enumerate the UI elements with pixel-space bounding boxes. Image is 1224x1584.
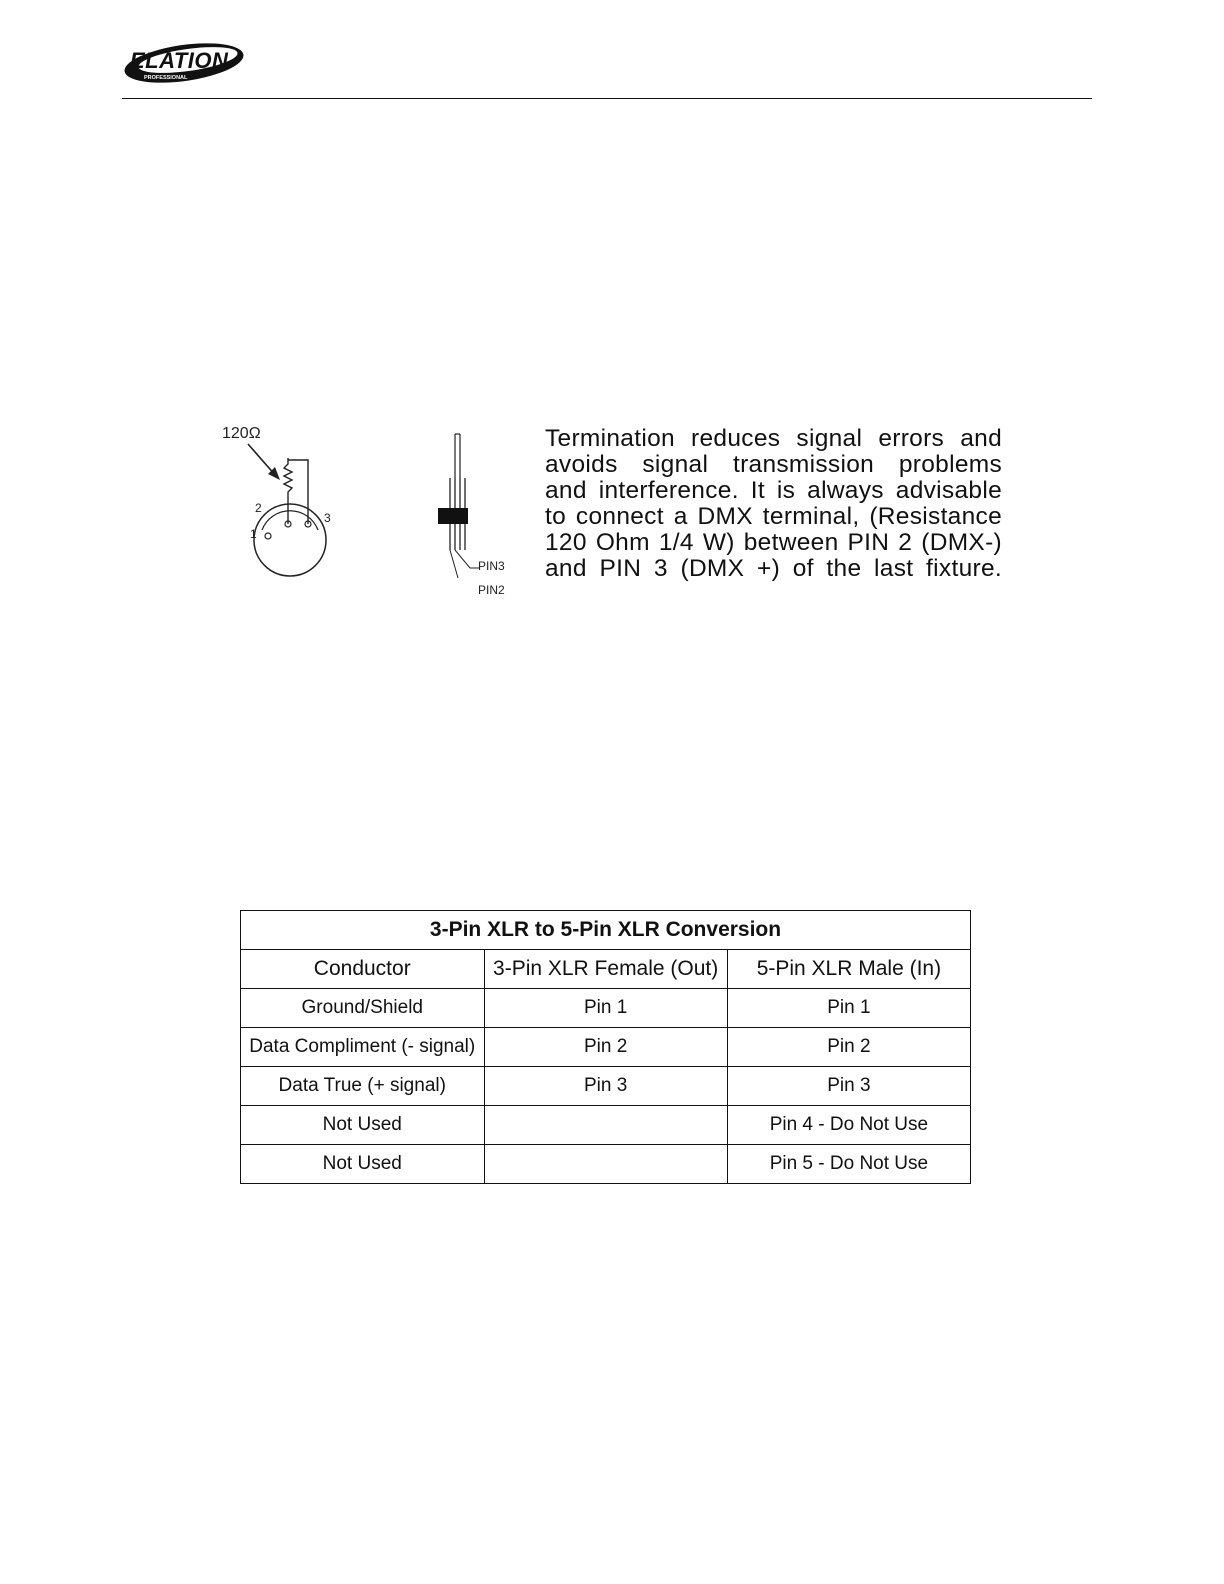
table-cell [484, 1106, 727, 1145]
logo-subtext: PROFESSIONAL [144, 75, 188, 81]
table-cell: Pin 4 - Do Not Use [727, 1106, 970, 1145]
resistor-label: 120Ω [222, 425, 261, 442]
table-cell: Pin 2 [727, 1028, 970, 1067]
xlr-connector-outline [254, 504, 326, 576]
elation-logo [122, 38, 248, 86]
termination-paragraph [545, 426, 1002, 582]
table-header-row [241, 950, 971, 989]
pin-number-2: 2 [255, 501, 262, 515]
table-cell: Pin 5 - Do Not Use [727, 1145, 970, 1184]
table-cell: Ground/Shield [241, 989, 485, 1028]
termination-diagram [218, 418, 518, 604]
paragraph-line: avoids signal transmission problems [545, 451, 1002, 478]
xlr-conversion-table [240, 910, 971, 1184]
pin-number-3: 3 [324, 511, 331, 525]
paragraph-line: to connect a DMX terminal, (Resistance [545, 503, 1002, 530]
table-cell: Pin 3 [727, 1067, 970, 1106]
table-row [241, 989, 971, 1028]
table-title-row [241, 911, 971, 950]
header-rule [122, 98, 1092, 99]
table-cell: Pin 1 [484, 989, 727, 1028]
logo-text: ELATION [130, 48, 229, 73]
table-title: 3-Pin XLR to 5-Pin XLR Conversion [241, 911, 971, 950]
table-cell: Pin 1 [727, 989, 970, 1028]
table-cell [484, 1145, 727, 1184]
table-cell: Data Compliment (- signal) [241, 1028, 485, 1067]
column-header-5pin: 5-Pin XLR Male (In) [727, 950, 970, 989]
paragraph-line: and interference. It is always advisable [545, 477, 1002, 504]
table-row [241, 1106, 971, 1145]
pin2-label: PIN2 [478, 583, 505, 597]
table-cell: Not Used [241, 1106, 485, 1145]
table-cell: Pin 2 [484, 1028, 727, 1067]
table-cell: Not Used [241, 1145, 485, 1184]
column-header-conductor: Conductor [241, 950, 485, 989]
table-row [241, 1145, 971, 1184]
table-row [241, 1067, 971, 1106]
table-cell: Data True (+ signal) [241, 1067, 485, 1106]
column-header-3pin: 3-Pin XLR Female (Out) [484, 950, 727, 989]
paragraph-line: and PIN 3 (DMX +) of the last fixture. [545, 555, 1002, 582]
paragraph-line: 120 Ohm 1/4 W) between PIN 2 (DMX-) [545, 529, 1002, 556]
table-cell: Pin 3 [484, 1067, 727, 1106]
table-row [241, 1028, 971, 1067]
pin-number-1: 1 [250, 527, 257, 541]
paragraph-line: Termination reduces signal errors and [545, 425, 1002, 452]
pin3-label: PIN3 [478, 559, 505, 573]
